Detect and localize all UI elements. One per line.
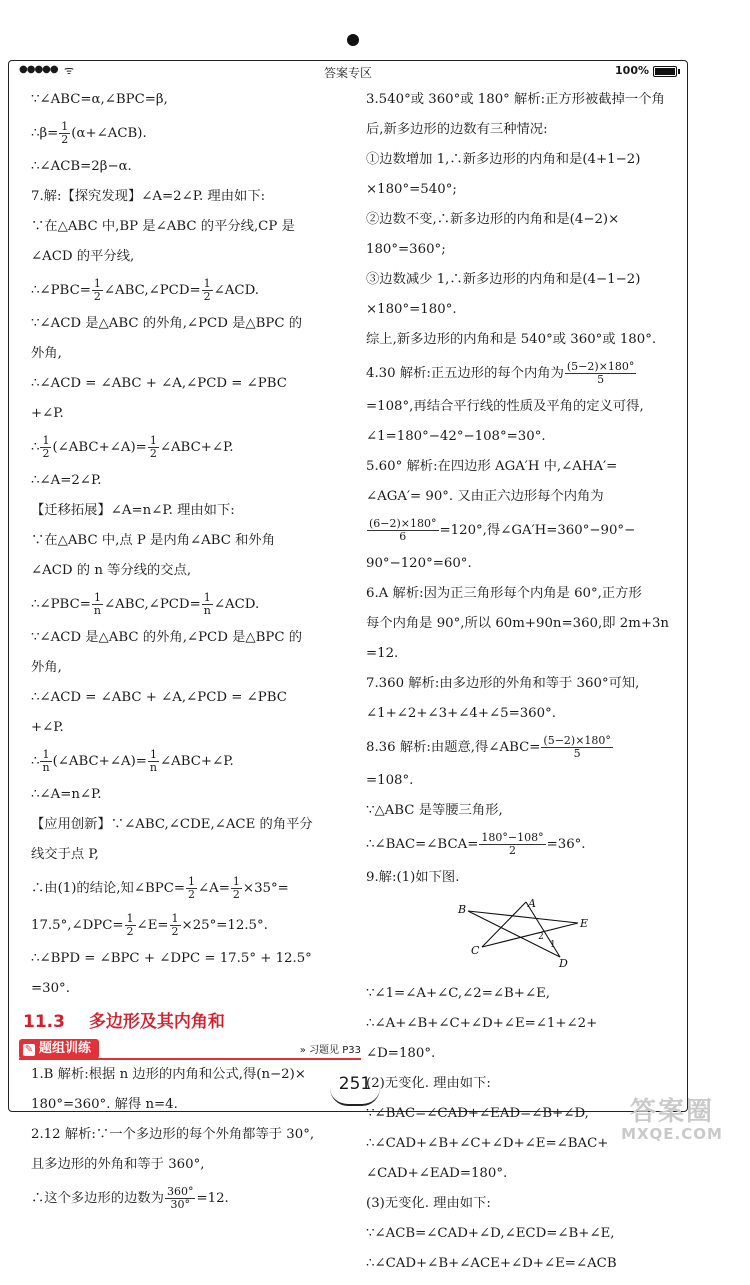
answer-line: ∠ACD 的平分线, (31, 249, 135, 264)
line-text: (∠ABC+∠A)= (52, 440, 147, 455)
pencil-icon: ✎ (24, 1044, 34, 1055)
answer-line: ∴∠ACD = ∠ABC + ∠A,∠PCD = ∠PBC (31, 376, 287, 391)
answer-line: =12. (366, 646, 399, 661)
fraction-numerator: 1 (126, 913, 134, 925)
answer-line (31, 913, 361, 938)
fraction-denominator: 2 (508, 844, 516, 857)
answer-line: ∵∠ACD 是△ABC 的外角,∠PCD 是△BPC 的 (31, 630, 303, 645)
fraction-numerator: (6−2)×180° (369, 518, 437, 530)
fraction-denominator: 2 (171, 925, 179, 938)
answer-line: +∠P. (31, 720, 64, 735)
answer-line (31, 876, 361, 901)
section-heading (9, 1010, 361, 1034)
answer-line: +∠P. (31, 406, 64, 421)
fraction-denominator: n (93, 604, 101, 617)
left-column (23, 91, 361, 1223)
group-training-text: 题组训练 (39, 1041, 92, 1056)
answer-line (31, 1186, 361, 1211)
line-text: ∠A= (198, 881, 230, 896)
fraction (186, 876, 197, 901)
answer-line: 综上,新多边形的内角和是 540°或 360°或 180°. (366, 332, 657, 347)
answer-line: ∠ACD 的 n 等分线的交点, (31, 563, 192, 578)
fraction-numerator: 1 (149, 435, 157, 447)
fraction (40, 749, 51, 774)
line-text: ∠ACD. (213, 597, 260, 612)
answer-line: ∴∠BPD = ∠BPC + ∠DPC = 17.5° + 12.5° (31, 951, 312, 966)
answer-line: ②边数不变,∴新多边形的内角和是(4−2)× (366, 212, 620, 227)
answer-line: ∵∠BAC=∠CAD+∠EAD=∠B+∠D, (366, 1106, 589, 1121)
answer-line (366, 832, 684, 857)
answer-line: 且多边形的外角和等于 360°, (31, 1157, 205, 1172)
fraction-denominator: n (203, 604, 211, 617)
fraction-numerator: 1 (61, 121, 69, 133)
answer-line: 1.B 解析:根据 n 边形的内角和公式,得(n−2)× (31, 1067, 306, 1082)
answer-line: ∵∠ABC=α,∠BPC=β, (31, 92, 168, 107)
fraction-denominator: 2 (232, 888, 240, 901)
answer-line: ∴∠ACD = ∠ABC + ∠A,∠PCD = ∠PBC (31, 690, 287, 705)
line-text: 17.5°,∠DPC= (31, 918, 124, 933)
fraction (59, 121, 70, 146)
fraction-numerator: 1 (232, 876, 240, 888)
figure-label-a: A (528, 899, 536, 910)
signal-icon: ●●●●● (19, 64, 58, 75)
line-text: =120°,得∠GA′H=360°−90°− (439, 523, 636, 538)
line-text: ∠ABC,∠PCD= (103, 597, 201, 612)
watermark-text: 答案圈 (629, 1097, 714, 1127)
fraction-numerator: 1 (40, 749, 51, 762)
answer-line: 2.12 解析:∵一个多边形的每个外角都等于 30°, (31, 1127, 315, 1142)
fraction (40, 435, 51, 460)
answer-line: 90°−120°=60°. (366, 556, 472, 571)
answer-line: ∠CAD+∠EAD=180°. (366, 1166, 508, 1181)
line-text: ∴∠BAC=∠BCA= (366, 837, 479, 852)
answer-line (31, 592, 361, 617)
answer-line: 外角, (31, 346, 62, 361)
answer-line: ①边数增加 1,∴新多边形的内角和是(4+1−2) (366, 152, 641, 167)
fraction (148, 435, 159, 460)
fraction (148, 749, 159, 774)
fraction-numerator: 1 (171, 913, 179, 925)
fraction (231, 876, 242, 901)
answer-line (31, 121, 361, 146)
fraction (367, 518, 439, 543)
fraction-denominator: 6 (399, 530, 407, 543)
answer-line: =108°,再结合平行线的性质及平角的定义可得, (366, 399, 644, 414)
answer-line: (3)无变化. 理由如下: (366, 1196, 491, 1211)
fraction-numerator: 1 (188, 876, 196, 888)
line-text: ∴ (31, 754, 40, 769)
answer-line: ∵∠1=∠A+∠C,∠2=∠B+∠E, (366, 986, 551, 1001)
line-text: ∴ (31, 440, 40, 455)
answer-line: 3.540°或 360°或 180° 解析:正方形被截掉一个角 (366, 92, 665, 107)
fraction-numerator: 180°−108° (481, 832, 544, 844)
watermark-url: MXQE.COM (621, 1125, 723, 1143)
answer-line: ∴∠A+∠B+∠C+∠D+∠E=∠1+∠2+ (366, 1016, 598, 1031)
status-bar (9, 61, 687, 81)
watermark-logo (602, 1098, 742, 1148)
answer-line (366, 518, 684, 543)
fraction-numerator: (5−2)×180° (543, 735, 611, 747)
section-title: 多边形及其内角和 (88, 1012, 225, 1032)
fraction-denominator: 2 (126, 925, 134, 938)
left-answer-lines (31, 91, 361, 998)
line-text: ∴这个多边形的边数为 (31, 1191, 164, 1206)
fraction-denominator: n (149, 761, 157, 774)
answer-line: (2)无变化. 理由如下: (366, 1076, 491, 1091)
answer-line: ∵在△ABC 中,点 P 是内角∠ABC 和外角 (31, 533, 276, 548)
line-text: ∠ABC,∠PCD= (103, 283, 201, 298)
fraction-numerator: 360° (166, 1186, 194, 1198)
answer-line (366, 361, 684, 386)
fraction (170, 913, 181, 938)
fraction (165, 1186, 196, 1211)
line-text: 8.36 解析:由题意,得∠ABC= (366, 740, 541, 755)
fraction-numerator: 1 (42, 435, 50, 447)
answer-line: ∵在△ABC 中,BP 是∠ABC 的平分线,CP 是 (31, 219, 295, 234)
answer-line: ∵△ABC 是等腰三角形, (366, 803, 503, 818)
answer-line: ∵∠ACB=∠CAD+∠D,∠ECD=∠B+∠E, (366, 1226, 615, 1241)
group-training-bar (19, 1038, 361, 1060)
answer-line: ∴∠CAD+∠B+∠C+∠D+∠E=∠BAC+ (366, 1136, 609, 1151)
line-text: =36°. (546, 837, 586, 852)
answer-line: ∴∠A=2∠P. (31, 473, 102, 488)
answer-line: ×180°=180°. (366, 302, 457, 317)
wifi-icon: ᯤ (64, 64, 75, 77)
answer-line: ∴∠CAD+∠B+∠ACE+∠D+∠E=∠ACB (366, 1256, 617, 1271)
fraction-numerator: 1 (202, 592, 213, 605)
answer-line: 每个内角是 90°,所以 60m+90n=360,即 2m+3n (366, 616, 669, 631)
line-text: ∠E= (136, 918, 169, 933)
figure-line-ce (482, 923, 578, 947)
line-text: ∠ACD. (213, 283, 259, 298)
answer-line (366, 735, 684, 760)
figure-line-ac (482, 902, 526, 947)
group-divider (19, 1058, 361, 1060)
line-text: ∠ABC+∠P. (159, 440, 234, 455)
answer-line: ∠1+∠2+∠3+∠4+∠5=360°. (366, 706, 556, 721)
fraction-denominator: 2 (93, 290, 101, 303)
answer-line: 6.A 解析:因为正三角形每个内角是 60°,正方形 (366, 586, 642, 601)
answer-line (31, 278, 361, 303)
fraction-denominator: n (42, 761, 50, 774)
line-text: ∠ABC+∠P. (160, 754, 234, 769)
answer-line: ×180°=540°; (366, 182, 457, 197)
figure-label-c: C (471, 944, 480, 957)
right-answer-lines (366, 91, 684, 887)
star-figure (456, 899, 606, 969)
figure-label-b: B (458, 903, 467, 916)
device-camera-dot (347, 34, 359, 46)
answer-line (31, 749, 361, 774)
line-text: =12. (196, 1191, 229, 1206)
answer-line: 180°=360°. 解得 n=4. (31, 1097, 178, 1112)
fraction-denominator: 2 (42, 447, 50, 460)
figure-label-d: D (559, 957, 568, 969)
answer-line: ∠1=180°−42°−108°=30°. (366, 429, 546, 444)
fraction-denominator: 2 (203, 290, 211, 303)
fraction-numerator: 1 (93, 278, 101, 290)
figure-label-angle-1: 1 (550, 940, 556, 950)
answer-line: 后,新多边形的边数有三种情况: (366, 122, 548, 137)
fraction (565, 361, 637, 386)
figure-line-be (468, 911, 578, 923)
fraction-numerator: (5−2)×180° (566, 361, 635, 373)
fraction-denominator: 2 (188, 888, 196, 901)
answer-line: 7.解:【探究发现】∠A=2∠P. 理由如下: (31, 189, 266, 204)
figure-label-angle-2: 2 (538, 932, 544, 942)
fraction-denominator: 2 (149, 447, 157, 460)
line-text: ×25°=12.5°. (181, 918, 268, 933)
fraction (92, 278, 103, 303)
answer-line: 外角, (31, 660, 62, 675)
fraction-denominator: 5 (573, 747, 581, 760)
fraction-denominator: 2 (61, 133, 69, 146)
answer-line (31, 435, 361, 460)
answer-line: ∵∠ACD 是△ABC 的外角,∠PCD 是△BPC 的 (31, 316, 303, 331)
fraction (479, 832, 545, 857)
section-number: 11.3 (23, 1012, 65, 1032)
line-text: ∴由(1)的结论,知∠BPC= (31, 881, 186, 896)
answer-line: ∴∠A=n∠P. (31, 787, 102, 802)
battery-icon (653, 66, 677, 77)
page-number: 251 (338, 1074, 372, 1094)
figure-label-e: E (580, 917, 589, 930)
battery-percent: 100% (615, 64, 649, 77)
fraction (202, 278, 213, 303)
line-text: (∠ABC+∠A)= (52, 754, 147, 769)
fraction-numerator: 1 (148, 749, 159, 762)
group-training-label (19, 1039, 99, 1059)
answer-line: 【应用创新】∵∠ABC,∠CDE,∠ACE 的角平分 (31, 817, 313, 832)
left-answer-lines-2 (31, 1066, 361, 1211)
answer-line: =108°. (366, 773, 414, 788)
answer-line: ∠AGA′= 90°. 又由正六边形每个内角为 (366, 489, 604, 504)
line-text: ∴β= (31, 126, 59, 141)
answer-line: ∴∠ACB=2β−α. (31, 159, 132, 174)
line-text: (α+∠ACB). (71, 126, 147, 141)
answer-line: 线交于点 P, (31, 847, 99, 862)
line-text: 4.30 解析:正五边形的每个内角为 (366, 366, 564, 381)
fraction-denominator: 5 (597, 373, 605, 386)
fraction-denominator: 30° (170, 1198, 190, 1211)
line-text: ∴∠PBC= (31, 597, 91, 612)
fraction (125, 913, 136, 938)
answer-line: 180°=360°; (366, 242, 446, 257)
line-text: ×35°= (242, 881, 289, 896)
fraction-numerator: 1 (203, 278, 211, 290)
answer-line: 9.解:(1)如下图. (366, 870, 460, 885)
answer-line: ③边数减少 1,∴新多边形的内角和是(4−1−2) (366, 272, 641, 287)
fraction (202, 592, 213, 617)
fraction-numerator: 1 (92, 592, 103, 605)
answer-line: 7.360 解析:由多边形的外角和等于 360°可知, (366, 676, 640, 691)
answer-line: ∠D=180°. (366, 1046, 436, 1061)
answer-line: =30°. (31, 981, 70, 996)
answer-line: 5.60° 解析:在四边形 AGA′H 中,∠AHA′= (366, 459, 618, 474)
line-text: ∴∠PBC= (31, 283, 91, 298)
exercise-reference[interactable]: » 习题见 P33 (299, 1045, 361, 1056)
status-title: 答案专区 (323, 66, 372, 80)
fraction (92, 592, 103, 617)
fraction (541, 735, 613, 760)
answer-line: 【迁移拓展】∠A=n∠P. 理由如下: (31, 503, 235, 518)
